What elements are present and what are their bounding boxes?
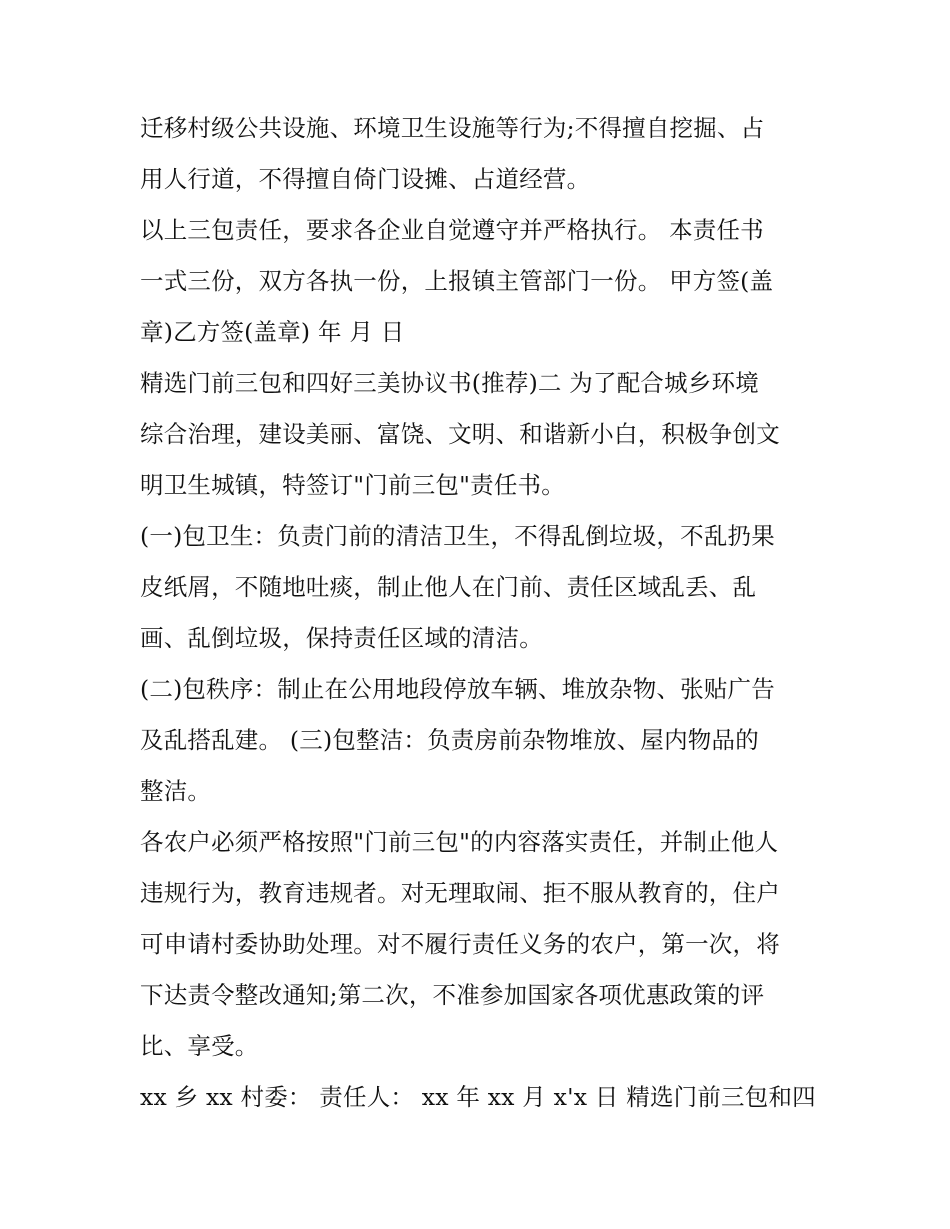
text-line: 皮纸屑，不随地吐痰，制止他人在门前、责任区域乱丢、乱 [140, 573, 757, 601]
text-line: 比、享受。 [140, 1032, 259, 1060]
text-line: 以上三包责任，要求各企业自觉遵守并严格执行。 本责任书 [140, 216, 764, 244]
text-line: 章)乙方签(盖章) 年 月 日 [140, 318, 405, 346]
text-line: 整洁。 [140, 777, 212, 805]
text-line: 迁移村级公共设施、环境卫生设施等行为;不得擅自挖掘、占 [140, 114, 765, 142]
text-line: 用人行道，不得擅自倚门设摊、占道经营。 [140, 165, 591, 193]
text-line: 违规行为，教育违规者。对无理取闹、拒不服从教育的，住户 [140, 879, 780, 907]
text-line: 可申请村委协助处理。对不履行责任义务的农户，第一次，将 [140, 930, 780, 958]
document-body [140, 103, 820, 1123]
text-line: 一式三份，双方各执一份，上报镇主管部门一份。 甲方签(盖 [140, 267, 774, 295]
text-line: 精选门前三包和四好三美协议书(推荐)二 为了配合城乡环境 [140, 369, 759, 397]
text-line: 各农户必须严格按照"门前三包"的内容落实责任，并制止他人 [140, 828, 779, 856]
text-line: 明卫生城镇，特签订"门前三包"责任书。 [140, 471, 565, 499]
text-line: 下达责令整改通知;第二次，不准参加国家各项优惠政策的评 [140, 981, 765, 1009]
text-line: 及乱搭乱建。 (三)包整洁：负责房前杂物堆放、屋内物品的 [140, 726, 759, 754]
text-line: 画、乱倒垃圾，保持责任区域的清洁。 [140, 624, 543, 652]
text-line: (一)包卫生：负责门前的清洁卫生，不得乱倒垃圾，不乱扔果 [140, 522, 775, 550]
text-line: xx 乡 xx 村委： 责任人： xx 年 xx 月 x'x 日 精选门前三包和四 [140, 1083, 816, 1111]
text-line: 综合治理，建设美丽、富饶、文明、和谐新小白，积极争创文 [140, 420, 780, 448]
text-line: (二)包秩序：制止在公用地段停放车辆、堆放杂物、张贴广告 [140, 675, 775, 703]
